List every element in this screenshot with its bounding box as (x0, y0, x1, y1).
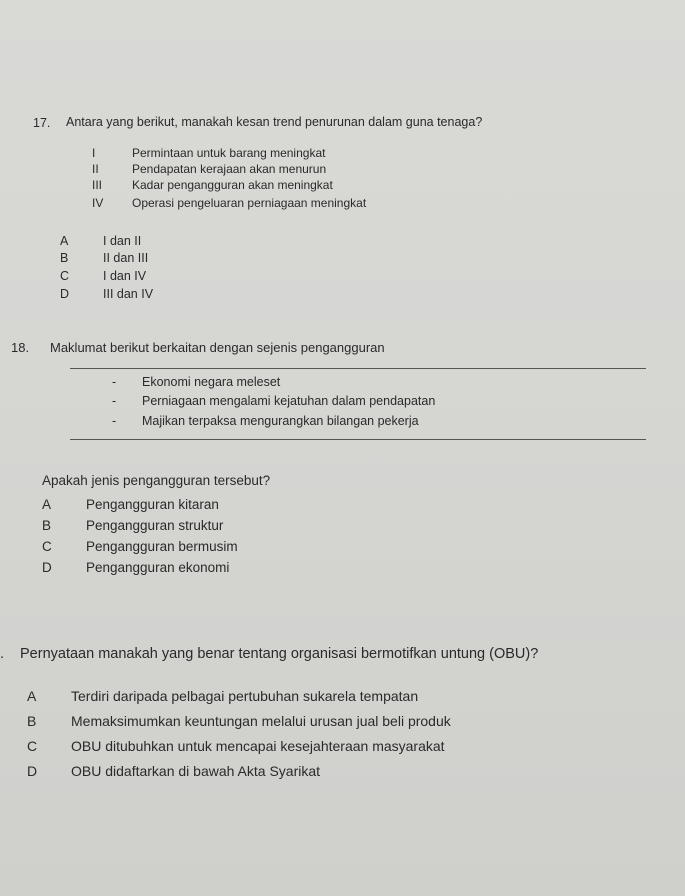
q19-stem: Pernyataan manakah yang benar tentang organisasi bermotifkan untung (OBU)? (20, 646, 539, 662)
q18-stem: Maklumat berikut berkaitan dengan sejenis pengangguran (50, 340, 385, 355)
q19-number: . (0, 646, 5, 662)
option-text: Terdiri daripada pelbagai pertubuhan sukarela tempatan (71, 688, 419, 704)
option-text: I dan II (103, 234, 142, 248)
option-text: I dan IV (103, 269, 147, 283)
info-text: Ekonomi negara meleset (142, 375, 281, 389)
option-letter: A (60, 234, 69, 248)
option-text: Pengangguran kitaran (86, 497, 219, 512)
q18-option-a[interactable] (42, 497, 219, 512)
q17-statement (92, 162, 326, 176)
q17-statement (92, 178, 333, 192)
option-letter: D (27, 763, 38, 779)
option-letter: B (27, 713, 37, 729)
info-item (112, 375, 280, 389)
q19-option-d[interactable] (27, 763, 320, 779)
statement-text: Kadar pengangguran akan meningkat (132, 178, 333, 192)
option-text: Pengangguran struktur (86, 518, 224, 533)
option-letter: B (42, 518, 52, 533)
option-letter: D (60, 287, 70, 301)
info-item (112, 394, 435, 408)
q19-option-a[interactable] (27, 688, 418, 704)
q17-stem: Antara yang berikut, manakah kesan trend penurunan dalam guna tenaga? (66, 115, 483, 129)
q17-option-a[interactable] (60, 234, 141, 248)
option-letter: C (60, 269, 70, 283)
statement-roman: I (92, 146, 96, 160)
q18-question: Apakah jenis pengangguran tersebut? (42, 473, 271, 488)
bullet-dash: - (112, 394, 117, 408)
option-text: Pengangguran ekonomi (86, 560, 230, 575)
q18-info-box (70, 368, 646, 440)
option-letter: B (60, 251, 69, 265)
q17-option-c[interactable] (60, 269, 146, 283)
option-letter: A (27, 688, 37, 704)
option-letter: C (27, 738, 38, 754)
statement-text: Operasi pengeluaran perniagaan meningkat (132, 196, 367, 210)
q18-number: 18. (11, 340, 30, 355)
q19-option-b[interactable] (27, 713, 451, 729)
q17-statement (92, 146, 325, 160)
option-letter: A (42, 497, 52, 512)
option-letter: D (42, 560, 52, 575)
info-item (112, 414, 419, 428)
option-text: III dan IV (103, 287, 154, 301)
q17-option-b[interactable] (60, 251, 148, 265)
statement-roman: IV (92, 196, 104, 210)
q17-option-d[interactable] (60, 287, 153, 301)
info-text: Perniagaan mengalami kejatuhan dalam pendapatan (142, 394, 436, 408)
q19-option-c[interactable] (27, 738, 445, 754)
statement-text: Pendapatan kerajaan akan menurun (132, 162, 327, 176)
option-letter: C (42, 539, 52, 554)
option-text: Pengangguran bermusim (86, 539, 238, 554)
option-text: OBU didaftarkan di bawah Akta Syarikat (71, 763, 321, 779)
q18-option-b[interactable] (42, 518, 223, 533)
bullet-dash: - (112, 414, 117, 428)
option-text: II dan III (103, 251, 149, 265)
statement-text: Permintaan untuk barang meningkat (132, 146, 326, 160)
statement-roman: II (92, 162, 99, 176)
bullet-dash: - (112, 375, 117, 389)
statement-roman: III (92, 178, 103, 192)
q18-option-c[interactable] (42, 539, 238, 554)
info-text: Majikan terpaksa mengurangkan bilangan pekerja (142, 414, 419, 428)
option-text: Memaksimumkan keuntungan melalui urusan jual beli produk (71, 713, 451, 729)
q17-number: 17. (33, 116, 51, 130)
option-text: OBU ditubuhkan untuk mencapai kesejahteraan masyarakat (71, 738, 445, 754)
q17-statement (92, 196, 366, 210)
q18-option-d[interactable] (42, 560, 229, 575)
